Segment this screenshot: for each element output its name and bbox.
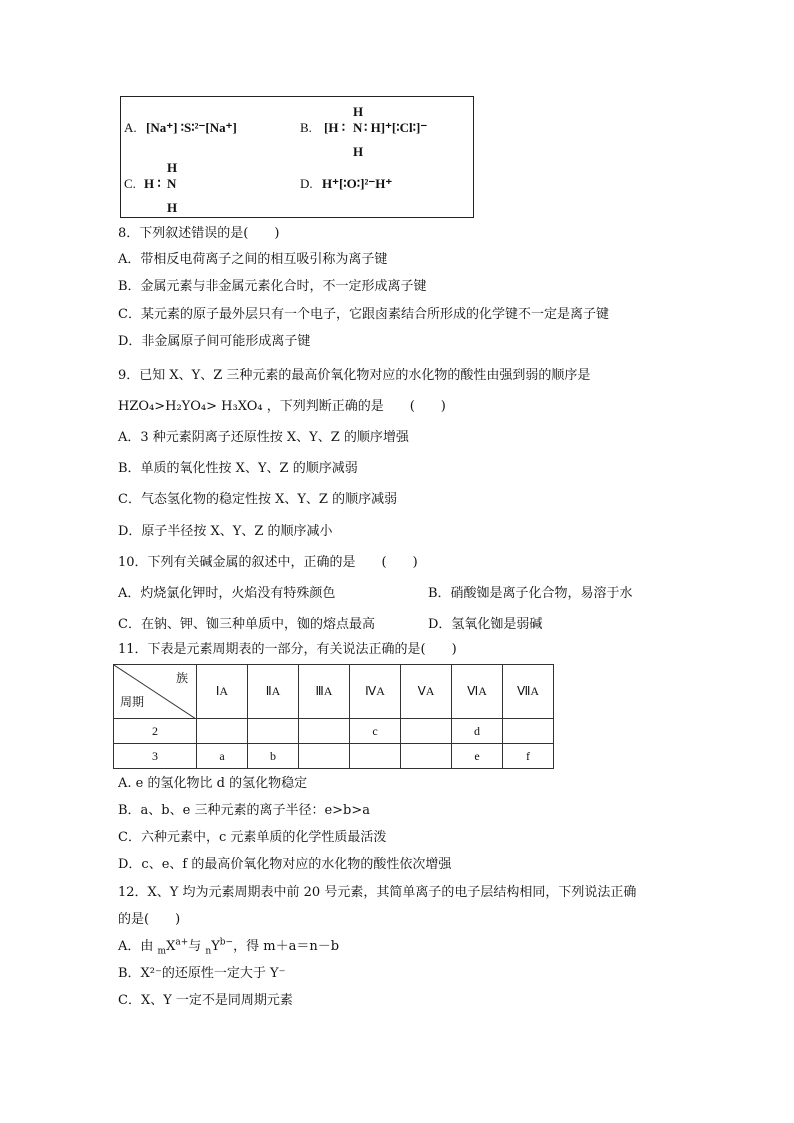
formula-b-left: [H ∶ — [324, 120, 346, 135]
element-cell — [248, 719, 299, 744]
formula-b-n: N — [353, 120, 363, 135]
q11-option-d: D．c、e、f 的最高价氧化物对应的水化物的酸性依次增强 — [118, 857, 452, 872]
element-cell — [299, 719, 350, 744]
formula-a: [Na⁺] ∶S∶²⁻[Na⁺] — [146, 120, 237, 135]
element-cell: b — [248, 744, 299, 769]
q8-stem: 8．下列叙述错误的是( ) — [118, 226, 280, 241]
element-cell: d — [452, 719, 503, 744]
table-row — [114, 744, 554, 769]
q11-option-a: A. e 的氢化物比 d 的氢化物稳定 — [118, 776, 308, 791]
formula-b-label: B. — [300, 120, 312, 135]
element-cell — [401, 744, 452, 769]
q10-stem: 10．下列有关碱金属的叙述中，正确的是 ( ) — [118, 555, 418, 570]
q12-stem: 12．X、Y 均为元素周期表中前 20 号元素，其简单离子的电子层结构相同，下列说法正确 — [118, 885, 637, 900]
table-row — [114, 719, 554, 744]
period-cell: 3 — [114, 744, 197, 769]
element-cell — [197, 719, 248, 744]
q12-a-end: ，得 m＋a＝n－b — [233, 939, 340, 954]
formula-b-bottom-h: H — [353, 144, 364, 159]
element-cell: a — [197, 744, 248, 769]
formula-b-right: ∶ H]⁺[∶Cl∶]⁻ — [364, 120, 428, 135]
formula-c-top-h: H — [167, 160, 178, 175]
formula-d-label: D. — [300, 176, 313, 191]
q10-option-d: D．氢氧化铷是弱碱 — [428, 617, 543, 632]
q8-option-b: B．金属元素与非金属元素化合时，不一定形成离子键 — [118, 279, 427, 294]
formula-a-label: A. — [124, 120, 137, 135]
periodic-table-fragment — [113, 664, 554, 769]
formula-d: H⁺[∶O∶]²⁻H⁺ — [322, 176, 393, 191]
element-cell — [401, 719, 452, 744]
q9-option-b: B．单质的氧化性按 X、Y、Z 的顺序减弱 — [118, 461, 358, 476]
element-cell — [350, 744, 401, 769]
group-header: ⅣA — [350, 665, 401, 719]
formula-b-top-h: H — [353, 104, 364, 119]
q12-stem-cont: 的是( ) — [118, 912, 181, 927]
q11-stem: 11．下表是元素周期表的一部分，有关说法正确的是( ) — [118, 642, 457, 657]
formula-c-label: C. — [124, 176, 136, 191]
q12-a-mid: 与 — [188, 939, 206, 954]
group-header: ⅠA — [197, 665, 248, 719]
group-header: ⅦA — [503, 665, 554, 719]
q12-option-c: C．X、Y 一定不是同周期元素 — [118, 993, 293, 1008]
q9-option-d: D．原子半径按 X、Y、Z 的顺序减小 — [118, 524, 333, 539]
q11-option-b: B．a、b、e 三种元素的离子半径：e>b>a — [118, 803, 371, 818]
element-cell: e — [452, 744, 503, 769]
formula-c-left: H ∶ — [144, 176, 161, 191]
q10-option-b: B．硝酸铷是离子化合物，易溶于水 — [428, 586, 633, 601]
q8-option-d: D．非金属原子间可能形成离子键 — [118, 334, 311, 349]
group-header: ⅡA — [248, 665, 299, 719]
q9-stem-formula: HZO₄>H₂YO₄> H₃XO₄ ，下列判断正确的是 ( ) — [118, 399, 446, 414]
q10-option-a: A．灼烧氯化钾时，火焰没有特殊颜色 — [118, 586, 336, 601]
element-cell — [299, 744, 350, 769]
period-cell: 2 — [114, 719, 197, 744]
element-cell: f — [503, 744, 554, 769]
formula-c-n: N — [167, 176, 177, 191]
group-header: ⅢA — [299, 665, 350, 719]
formula-c-bottom-h: H — [167, 200, 178, 215]
q9-stem: 9．已知 X、Y、Z 三种元素的最高价氧化物对应的水化物的酸性由强到弱的顺序是 — [118, 368, 591, 383]
group-header: ⅤA — [401, 665, 452, 719]
q12-option-b: B．X²⁻的还原性一定大于 Y⁻ — [118, 966, 286, 981]
q8-option-c: C．某元素的原子最外层只有一个电子，它跟卤素结合所形成的化学键不一定是离子键 — [118, 307, 609, 322]
q12-a-prefix: A．由 — [118, 939, 158, 954]
q10-option-c: C．在钠、钾、铷三种单质中，铷的熔点最高 — [118, 617, 375, 632]
table-corner-cell — [114, 665, 197, 719]
q8-option-a: A．带相反电荷离子之间的相互吸引称为离子键 — [118, 252, 388, 267]
group-header: ⅥA — [452, 665, 503, 719]
corner-group-label: 族 — [175, 671, 188, 685]
element-cell — [503, 719, 554, 744]
q9-option-c: C．气态氢化物的稳定性按 X、Y、Z 的顺序减弱 — [118, 492, 398, 507]
element-cell: c — [350, 719, 401, 744]
q12-option-a: A．由 $_mX^{a+}$与 $_nY^{b-}$，得 m＋a＝n－b — [118, 937, 340, 957]
corner-period-label: 周期 — [120, 695, 145, 709]
q11-option-c: C．六种元素中，c 元素单质的化学性质最活泼 — [118, 830, 387, 845]
q9-option-a: A．3 种元素阴离子还原性按 X、Y、Z 的顺序增强 — [118, 430, 409, 445]
